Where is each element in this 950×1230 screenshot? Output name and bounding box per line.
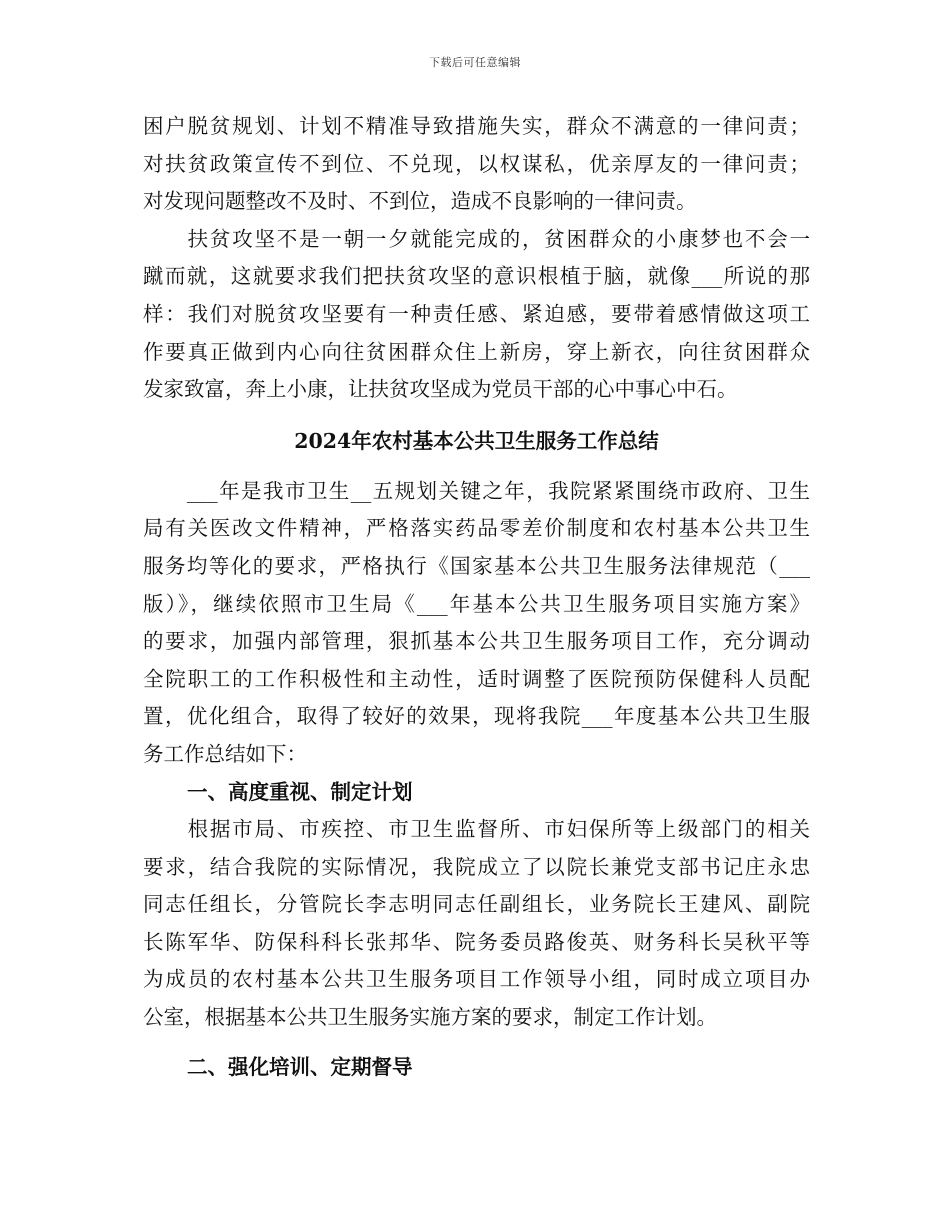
paragraph-accountability: [143, 108, 810, 221]
text-line: 版）》，继续依照市卫生局《___年基本公共卫生服务项目实施方案》: [143, 591, 810, 616]
text-line: 的要求，加强内部管理，狠抓基本公共卫生服务项目工作，充分调动: [143, 629, 810, 654]
paragraph-intro: [143, 473, 810, 774]
text-line: 作要真正做到内心向往贫困群众住上新房，穿上新衣，向往贫困群众: [143, 339, 810, 364]
text-line: 对发现问题整改不及时、不到位，造成不良影响的一律问责。: [143, 189, 697, 214]
text-line: 对扶贫政策宣传不到位、不兑现，以权谋私，优亲厚友的一律问责；: [143, 151, 810, 176]
text-line: 根据市局、市疾控、市卫生监督所、市妇保所等上级部门的相关: [143, 817, 810, 842]
document-title: 2024年农村基本公共卫生服务工作总结: [294, 428, 659, 453]
text-line: 长陈军华、防保科科长张邦华、院务委员路俊英、财务科长吴秋平等: [143, 929, 810, 954]
text-line: 发家致富，奔上小康，让扶贫攻坚成为党员干部的心中事心中石。: [143, 377, 738, 402]
text-line: 同志任组长，分管院长李志明同志任副组长，业务院长王建风、副院: [143, 892, 810, 917]
text-line: 局有关医改文件精神，严格落实药品零差价制度和农村基本公共卫生: [143, 516, 810, 541]
document-body: [143, 108, 810, 1086]
text-line: 困户脱贫规划、计划不精准导致措施失实，群众不满意的一律问责；: [143, 114, 810, 138]
section-heading-2: 二、强化培训、定期督导: [187, 1054, 413, 1079]
paragraph-poverty-alleviation: [143, 221, 810, 409]
text-line: ___年是我市卫生__五规划关键之年，我院紧紧围绕市政府、卫生: [143, 478, 810, 503]
text-line: 为成员的农村基本公共卫生服务项目工作领导小组，同时成立项目办: [143, 967, 810, 992]
text-line: 公室，根据基本公共卫生服务实施方案的要求，制定工作计划。: [143, 1005, 717, 1030]
text-line: 扶贫攻坚不是一朝一夕就能完成的，贫困群众的小康梦也不会一: [143, 226, 810, 251]
text-line: 要求，结合我院的实际情况，我院成立了以院长兼党支部书记庄永忠: [143, 854, 810, 879]
paragraph-planning: [143, 811, 810, 1037]
text-line: 蹴而就，这就要求我们把扶贫攻坚的意识根植于脑，就像___所说的那: [143, 264, 810, 289]
page-header: 下载后可任意编辑: [429, 56, 521, 69]
text-line: 服务均等化的要求，严格执行《国家基本公共卫生服务法律规范（___: [143, 553, 810, 578]
text-line: 全院职工的工作积极性和主动性，适时调整了医院预防保健科人员配: [143, 666, 810, 691]
text-line: 样：我们对脱贫攻坚要有一种责任感、紧迫感，要带着感情做这项工: [143, 301, 810, 326]
text-line: 务工作总结如下：: [143, 741, 307, 766]
text-line: 置，优化组合，取得了较好的效果，现将我院___年度基本公共卫生服: [143, 704, 810, 729]
section-heading-1: 一、高度重视、制定计划: [187, 779, 413, 804]
